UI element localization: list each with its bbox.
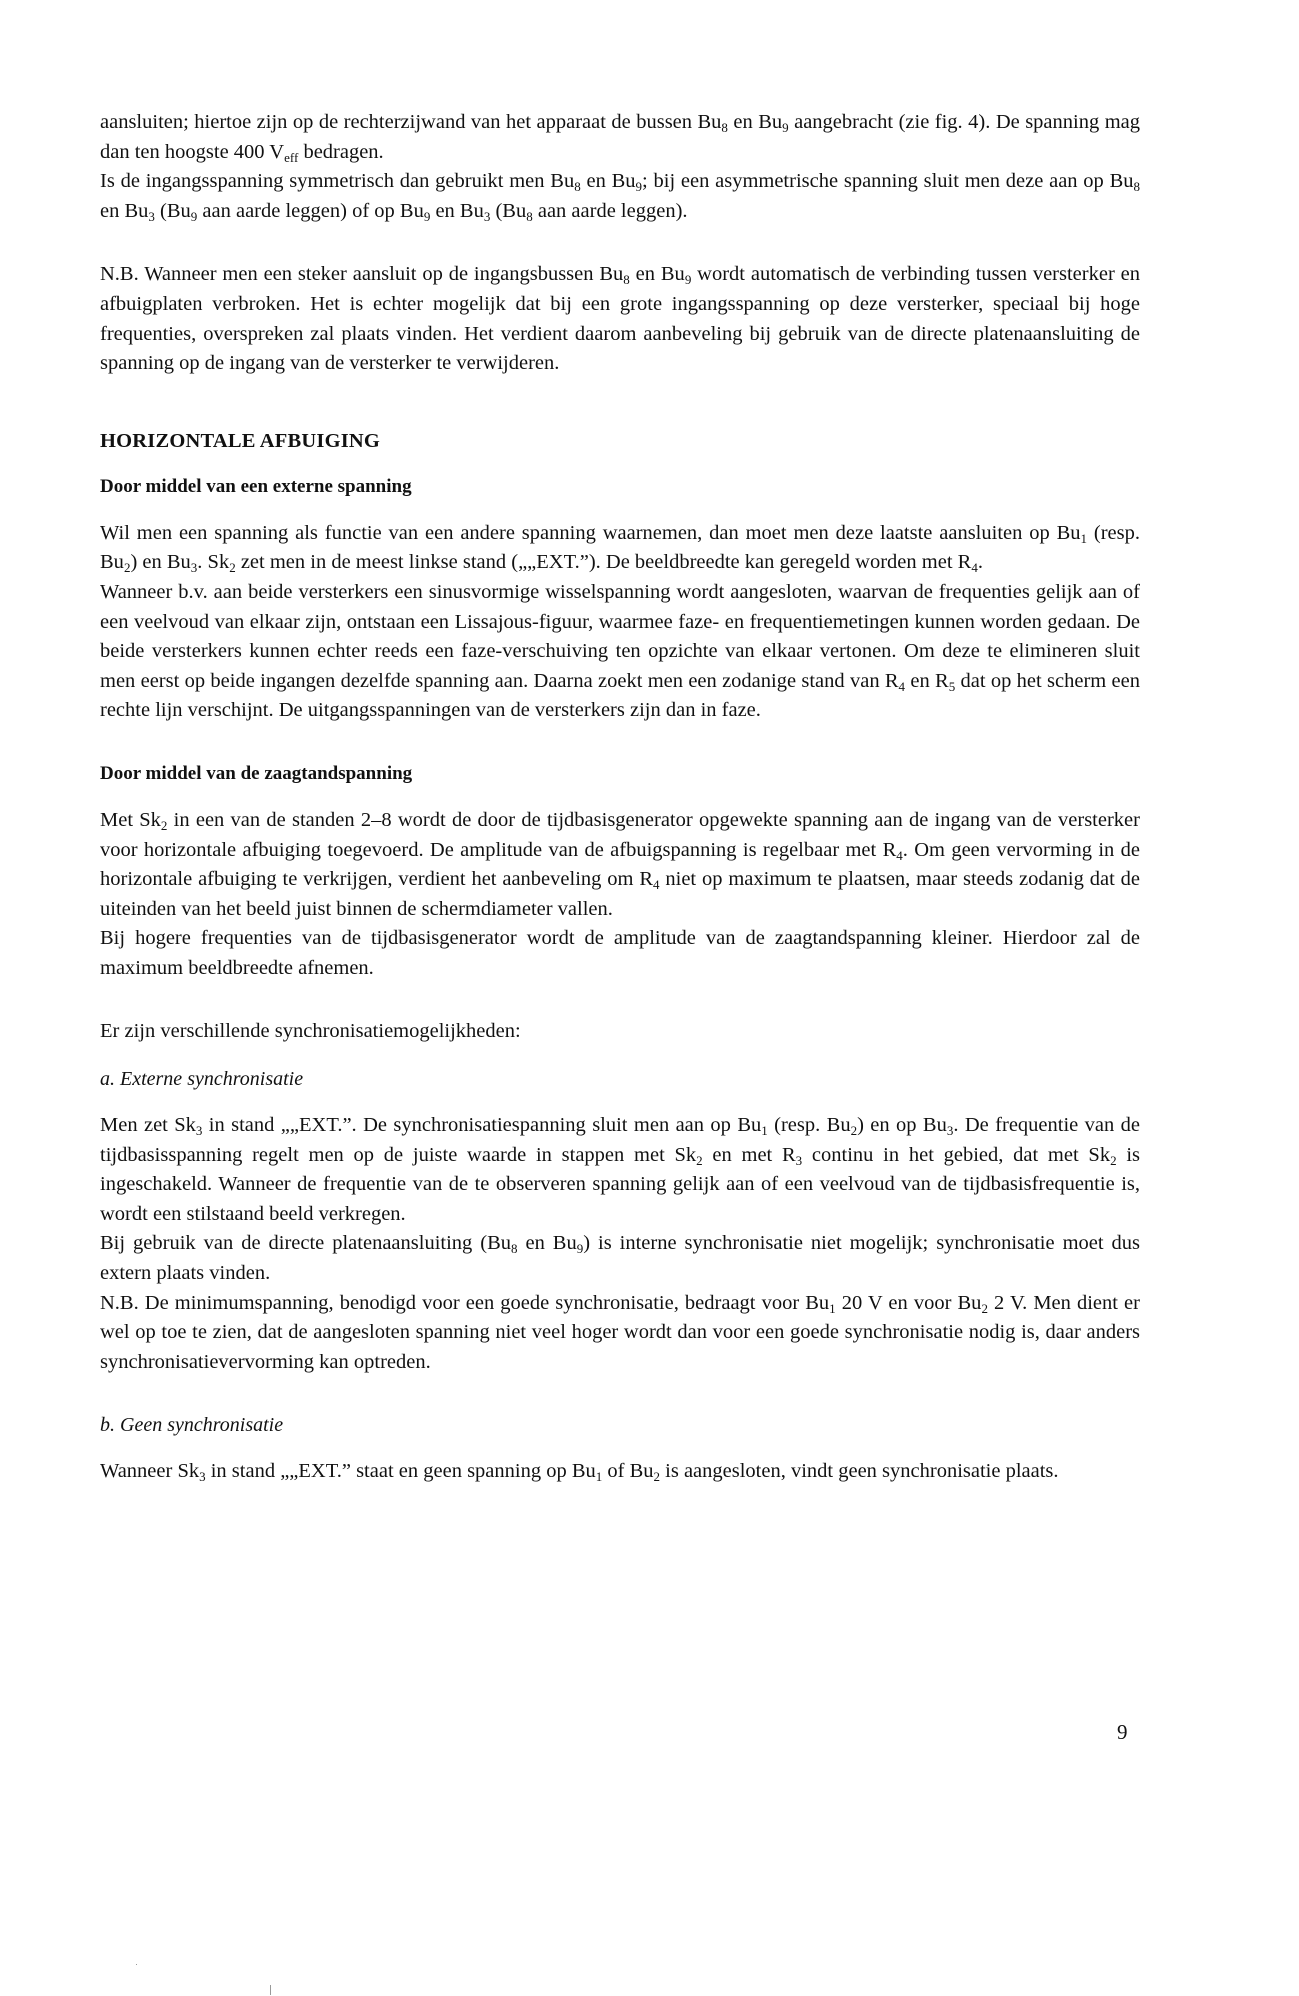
subscript: 2 — [229, 560, 236, 576]
subscript: 8 — [511, 1241, 518, 1257]
spacer — [100, 226, 1140, 260]
page-number: 9 — [1117, 1720, 1128, 1744]
text-run: en R — [905, 669, 949, 692]
subscript: 1 — [1080, 530, 1088, 546]
text-run: aangebracht (zie fig. 4). De spanning mag dan ten hoogste 400 V — [100, 111, 1140, 163]
heading-horizontale-afbuiging: HORIZONTALE AFBUIGING — [100, 429, 381, 452]
subheading-geen-synchronisatie: b. Geen synchronisatie — [100, 1414, 284, 1437]
text-run: of Bu — [602, 1460, 654, 1483]
text-run: Men zet Sk — [100, 1114, 196, 1137]
spacer — [100, 726, 1140, 760]
text-run: en Bu — [727, 111, 783, 133]
spacer — [100, 1093, 1140, 1111]
subscript: 4 — [971, 560, 978, 576]
text-run: Er zijn verschillende synchronisatiemogelijkheden: — [100, 1020, 521, 1043]
text-run: ) en Bu — [130, 551, 191, 574]
text-run: . De frequentie van de tijdbasisspanning regelt men op de juiste waarde in stappen met Sk — [100, 1114, 1140, 1166]
spacer — [100, 379, 1140, 427]
text-run: continu in het gebied, dat met Sk — [802, 1143, 1111, 1166]
subscript: 3 — [190, 560, 198, 576]
text-run: . Sk — [197, 551, 230, 574]
subscript: 3 — [795, 1152, 803, 1168]
subscript: 2 — [160, 817, 168, 833]
subscript: 9 — [782, 120, 789, 135]
text-run: Wanneer b.v. aan beide versterkers een sinusvormige wisselspanning wordt aangesloten, waarvan de frequenties gelijk aan of een veelvoud van elkaar zijn, ontstaan een Lissajous-figuur, waarmee faze- en frequentiemetingen kunnen worden gedaan. De beide versterkers kunnen echter reeds een faze-verschuiving ten opzichte van elkaar vertonen. Om deze te elimineren sluit men eerst op beide ingangen dezelfde spanning aan. Daarna zoekt men een zodanige stand van R — [100, 580, 1140, 692]
text-run: en met R — [702, 1143, 796, 1166]
text-run: niet op maximum te plaatsen, maar steeds zodanig dat de uiteinden van het beeld juist binnen de schermdiameter vallen. — [100, 868, 1140, 920]
text-run: dat op het scherm een rechte lijn verschijnt. De uitgangsspanningen van de versterkers zijn dan in faze. — [100, 669, 1140, 722]
text-run: aan aarde leggen). — [532, 199, 688, 222]
spacer — [100, 788, 1140, 806]
text-run: is ingeschakeld. Wanneer de frequentie van de te observeren spanning gelijk aan of een veelvoud van de tijdbasisfrequentie is, wordt een stilstaand beeld verkregen. — [100, 1143, 1140, 1225]
text-run: in stand „„EXT.” staat en geen spanning op Bu — [205, 1460, 596, 1483]
text-run: Met Sk — [100, 808, 161, 831]
text-run: is aangesloten, vindt geen synchronisatie plaats. — [660, 1460, 1059, 1483]
subscript: 2 — [850, 1123, 858, 1139]
paragraph-zaagtandspanning — [100, 806, 1140, 984]
text-run: aansluiten; hiertoe zijn op de rechterzijwand van het apparaat de bussen Bu — [100, 111, 722, 133]
subheading-externe-spanning: Door middel van een externe spanning — [100, 475, 412, 497]
text-run: Wil men een spanning als functie van een andere spanning waarnemen, dan moet men deze laatste aansluiten op Bu — [100, 521, 1081, 544]
subscript: 9 — [190, 208, 198, 224]
text-run: en Bu — [430, 199, 484, 222]
subscript: 3 — [199, 1469, 206, 1485]
subscript: 4 — [896, 847, 903, 863]
text-run: Bij hogere frequenties van de tijdbasisgenerator wordt de amplitude van de zaagtandspanning kleiner. Hierdoor zal de maximum beeldbreedte afnemen. — [100, 927, 1140, 979]
subscript: 2 — [653, 1469, 661, 1485]
text-run: ) is interne synchronisatie niet mogelijk; synchronisatie moet dus extern plaats vinden. — [100, 1232, 1141, 1285]
subheading-externe-synchronisatie: a. Externe synchronisatie — [100, 1068, 304, 1091]
text-run: Is de ingangsspanning symmetrisch dan gebruikt men Bu — [100, 170, 575, 193]
subscript: 3 — [148, 208, 155, 224]
text-run: in stand „„EXT.”. De synchronisatiespanning sluit men aan op Bu — [202, 1114, 762, 1137]
subscript: 9 — [684, 272, 692, 288]
paragraph-nb-ingangsbussen — [100, 260, 1140, 378]
scan-mark — [270, 1985, 271, 1995]
subscript: 9 — [635, 179, 643, 195]
subscript: 3 — [483, 208, 491, 224]
text-run: Wanneer Sk — [100, 1460, 200, 1483]
text-run: aan aarde leggen) of op Bu — [197, 199, 424, 222]
text-run: 20 V en voor Bu — [835, 1291, 982, 1314]
text-run: . Om geen vervorming in de horizontale afbuiging te verkrijgen, verdient het aanbeveling om R — [100, 838, 1140, 891]
subscript: 1 — [761, 1123, 768, 1139]
subscript: 8 — [623, 272, 630, 288]
text-run: bedragen. — [298, 140, 384, 163]
text-run: ; bij een asymmetrische spanning sluit men deze aan op Bu — [642, 170, 1134, 193]
paragraph-externe-spanning — [100, 519, 1140, 726]
text-run: en Bu — [629, 263, 685, 286]
spacer — [100, 1377, 1140, 1411]
subscript: 2 — [1110, 1152, 1117, 1168]
subscript: 8 — [1133, 179, 1140, 195]
subscript: 8 — [721, 120, 728, 135]
text-run: en Bu — [100, 199, 149, 222]
paragraph-geen-synchronisatie — [100, 1457, 1140, 1487]
subheading-zaagtandspanning: Door middel van de zaagtandspanning — [100, 762, 413, 784]
text-run: (resp. Bu — [100, 521, 1140, 574]
paragraph-synchronisatie-intro — [100, 1017, 1140, 1047]
text-run: ) en op Bu — [857, 1114, 947, 1137]
text-run: en Bu — [517, 1232, 577, 1255]
subscript: 2 — [981, 1300, 988, 1316]
subscript: 2 — [123, 560, 131, 576]
text-run: (Bu — [154, 199, 191, 222]
subscript: 8 — [526, 208, 533, 224]
subscript: 9 — [423, 208, 431, 224]
spacer — [100, 1047, 1140, 1065]
text-run: 2 V. Men dient er wel op toe te zien, dat de aangesloten spanning niet veel hoger wordt dan voor een goede synchronisatie nodig is, daar anders synchronisatievervorming kan optreden. — [100, 1291, 1140, 1373]
subscript: 2 — [696, 1152, 703, 1168]
scan-dot — [136, 1964, 137, 1965]
subscript: 1 — [595, 1469, 603, 1485]
subscript: 8 — [574, 179, 581, 195]
paragraph-bu8-bu9-intro — [100, 108, 1140, 226]
text-run: in een van de standen 2–8 wordt de door de tijdbasisgenerator opgewekte spanning aan de ingang van de versterker voor horizontale afbuiging toegevoerd. De amplitude van de afbuigspanning is regelbaar met R — [100, 808, 1140, 861]
spacer — [100, 1439, 1140, 1457]
spacer — [100, 983, 1140, 1017]
subscript: 1 — [829, 1300, 836, 1316]
paragraph-externe-synchronisatie — [100, 1111, 1140, 1377]
text-run: (Bu — [490, 199, 527, 222]
text-run: zet men in de meest linkse stand („„EXT.”). De beeldbreedte kan geregeld worden met R — [235, 551, 972, 574]
subscript: 4 — [898, 678, 906, 694]
subscript: 4 — [653, 877, 660, 893]
text-run: . — [977, 551, 983, 574]
text-run: (resp. Bu — [767, 1114, 851, 1137]
spacer — [100, 501, 1140, 519]
text-run: Bij gebruik van de directe platenaansluiting (Bu — [100, 1232, 512, 1255]
text-run: N.B. Wanneer men een steker aansluit op de ingangsbussen Bu — [100, 263, 624, 286]
subscript: 3 — [195, 1123, 203, 1139]
spacer — [100, 455, 1140, 473]
subscript: 3 — [946, 1123, 954, 1139]
text-run: N.B. De minimumspanning, benodigd voor een goede synchronisatie, bedraagt voor Bu — [100, 1291, 830, 1314]
subscript: 5 — [948, 678, 956, 694]
subscript: eff — [284, 149, 299, 165]
subscript: 9 — [576, 1241, 584, 1257]
document-page — [100, 108, 1140, 1487]
text-run: wordt automatisch de verbinding tussen versterker en afbuigplaten verbroken. Het is echter mogelijk dat bij een grote ingangsspanning op deze versterker, speciaal bij hoge frequenties, overspreken zal plaats vinden. Het verdient daarom aanbeveling bij gebruik van de directe platenaansluiting de spanning op de ingang van de versterker te verwijderen. — [100, 263, 1140, 375]
text-run: en Bu — [580, 170, 636, 193]
